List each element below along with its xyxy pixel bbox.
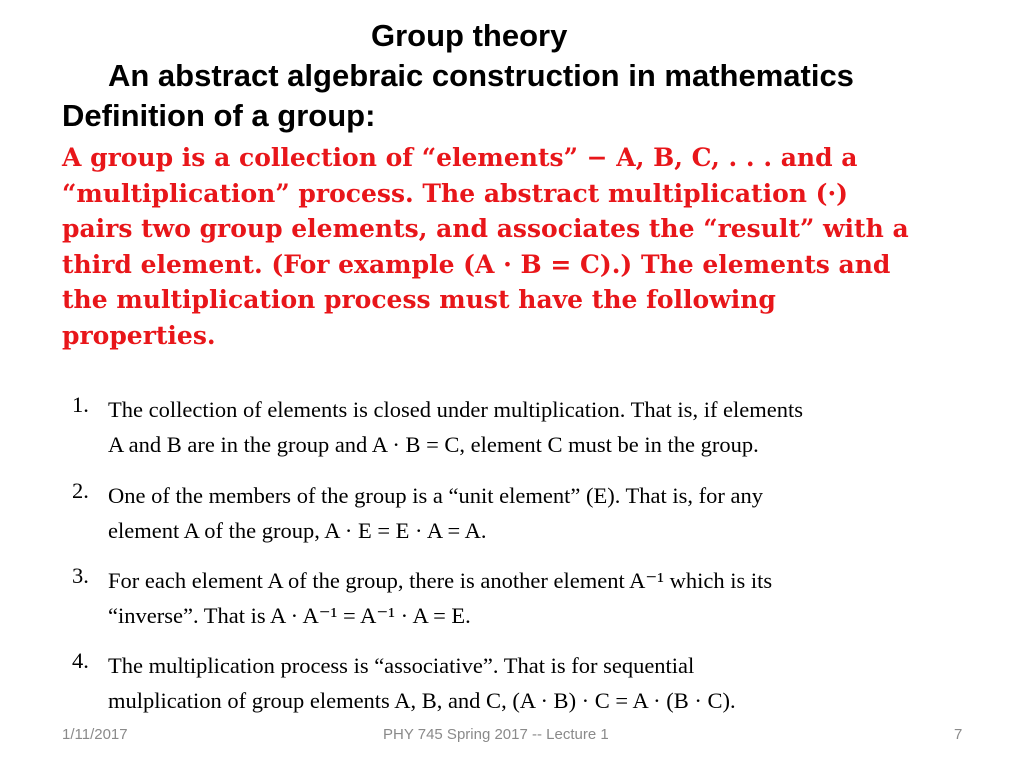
page-number: 7 [954, 726, 963, 743]
property-text: mulplication of group elements A, B, and C, (A · B) · C = A · (B · C). [108, 688, 736, 713]
definition-heading: Definition of a group: [62, 98, 376, 133]
property-text: The multiplication process is “associative”. That is for sequential [108, 653, 695, 678]
property-text: “inverse”. That is A · A⁻¹ = A⁻¹ · A = E. [108, 603, 471, 628]
slide-subtitle: An abstract algebraic construction in mathematics [108, 58, 854, 93]
definition-line: “multiplication” process. The abstract multiplication (·) [62, 178, 848, 208]
definition-line: third element. (For example (A · B = C).) The elements and [62, 249, 891, 279]
definition-line: properties. [62, 320, 216, 350]
property-text: One of the members of the group is a “unit element” (E). That is, for any [108, 483, 764, 508]
definition-line: pairs two group elements, and associates the “result” with a [62, 214, 909, 244]
group-definition [62, 140, 962, 354]
property-text: A and B are in the group and A · B = C, element C must be in the group. [108, 432, 759, 457]
property-number: 4. [72, 648, 89, 673]
definition-line: A group is a collection of “elements” − A, B, C, . . . and a [62, 143, 858, 172]
property-text: The collection of elements is closed under multiplication. That is, if elements [108, 397, 804, 422]
footer-date: 1/11/2017 [62, 726, 128, 743]
property-text: element A of the group, A · E = E · A = A. [108, 518, 487, 543]
property-number: 3. [72, 563, 89, 588]
property-text: For each element A of the group, there is another element A⁻¹ which is its [108, 568, 773, 593]
slide-title: Group theory [371, 18, 568, 53]
definition-line: the multiplication process must have the following [62, 285, 776, 315]
property-number: 1. [72, 392, 89, 417]
footer-course: PHY 745 Spring 2017 -- Lecture 1 [383, 726, 609, 743]
property-number: 2. [72, 478, 89, 503]
